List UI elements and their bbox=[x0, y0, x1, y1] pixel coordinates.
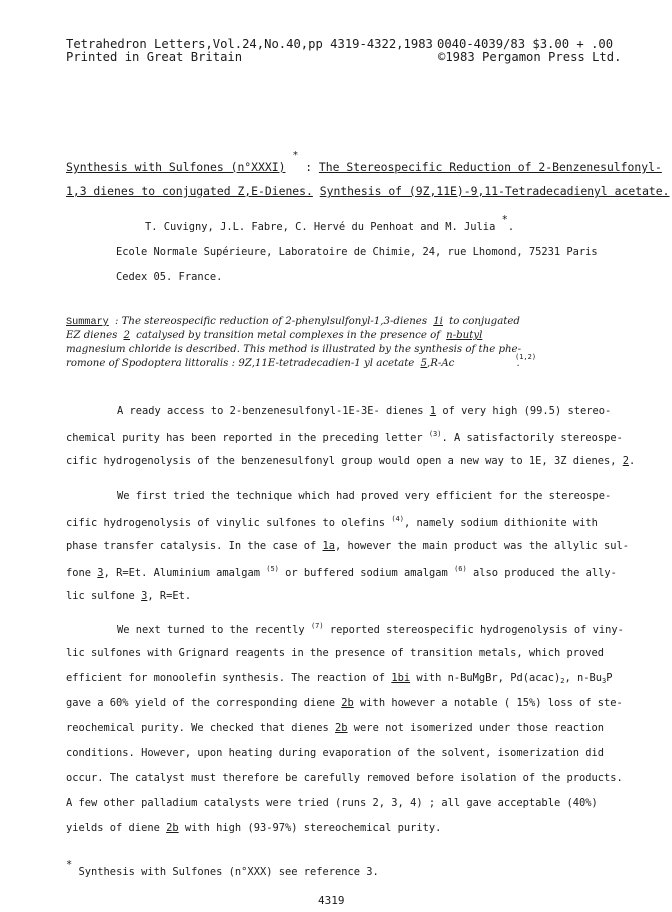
summary-text-4c: ,R-Ac bbox=[426, 358, 455, 369]
summary-text-3a: magnesium chloride is described. This method is illustrated by the synthesis of the phe- bbox=[66, 344, 522, 355]
p3-text-3c: with n-BuMgBr, Pd(acac) bbox=[416, 672, 561, 684]
p2-text-5a: lic sulfone bbox=[66, 590, 135, 602]
affiliation-line-2: Cedex 05. France. bbox=[116, 271, 223, 283]
p2-line-4 bbox=[66, 565, 617, 579]
affiliation-line-1: Ecole Normale Supérieure, Laboratoire de Chimie, 24, rue Lhomond, 75231 Paris bbox=[116, 246, 598, 258]
title-separator: : bbox=[305, 160, 313, 174]
p3-text-3a: efficient for monoolefin synthesis. The reaction of bbox=[66, 672, 386, 684]
p2-compound-3b: 3 bbox=[141, 590, 148, 602]
footnote-star: * bbox=[66, 859, 73, 871]
summary-text-1a: : The stereospecific reduction of 2-phenylsulfonyl-1,3-dienes bbox=[114, 316, 428, 327]
summary-label: Summary bbox=[66, 317, 109, 328]
p2-ref-4: (4) bbox=[391, 515, 404, 523]
p3-text-4c: with however a notable ( 15%) loss of ste- bbox=[360, 697, 623, 709]
title-series: Synthesis with Sulfones (n°XXXI) bbox=[66, 160, 286, 174]
p3-text-3d: , n-Bu bbox=[564, 672, 603, 684]
page-number: 4319 bbox=[318, 894, 345, 907]
footnote-text: Synthesis with Sulfones (n°XXX) see reference 3. bbox=[78, 866, 379, 878]
p2-text-3c: , however the main product was the allylic sul- bbox=[335, 540, 630, 552]
summary-text-1c: to conjugated bbox=[449, 316, 520, 327]
p3-text-4a: gave a 60% yield of the corresponding diene bbox=[66, 697, 335, 709]
summary-compound-2: 2 bbox=[123, 330, 131, 341]
p2-text-4c: , R=Et. Aluminium amalgam bbox=[103, 567, 260, 579]
p1-text-3a: cific hydrogenolysis of the benzenesulfonyl group would open a new way to 1E, 3Z dienes, bbox=[66, 455, 617, 467]
p3-text-9c: with high (93-97%) stereochemical purity. bbox=[184, 822, 442, 834]
article-price-code: 0040-4039/83 $3.00 + .00 bbox=[437, 37, 614, 51]
p3-line-9 bbox=[66, 822, 441, 834]
p3-line-2: lic sulfones with Grignard reagents in the presence of transition metals, which proved bbox=[66, 647, 604, 659]
p3-text-5a: reochemical purity. We checked that dienes bbox=[66, 722, 329, 734]
p1-text-1c: of very high (99.5) stereo- bbox=[442, 405, 612, 417]
p1-text-2b: . A satisfactorily stereospe- bbox=[441, 432, 623, 444]
p3-line-1 bbox=[117, 622, 624, 636]
p3-line-8: A few other palladium catalysts were tried (runs 2, 3, 4) ; all gave acceptable (40%) bbox=[66, 797, 598, 809]
article-title-line-1 bbox=[66, 150, 662, 174]
p3-sub-3: 3 bbox=[602, 677, 607, 685]
p3-ref-7: (7) bbox=[310, 622, 324, 630]
author-names: T. Cuvigny, J.L. Fabre, C. Hervé du Penhoat and M. Julia bbox=[145, 221, 496, 233]
summary-text-2c: catalysed by transition metal complexes in the presence of bbox=[136, 330, 441, 341]
p2-text-4a: fone bbox=[66, 567, 92, 579]
p2-text-5c: , R=Et. bbox=[147, 590, 192, 602]
journal-citation: Tetrahedron Letters,Vol.24,No.40,pp 4319-4322,1983 bbox=[66, 37, 433, 51]
p2-ref-5: (5) bbox=[266, 565, 279, 573]
p3-line-3 bbox=[66, 672, 613, 685]
p1-line-2 bbox=[66, 430, 623, 444]
p3-text-1b: reported stereospecific hydrogenolysis of viny- bbox=[329, 624, 624, 636]
p3-compound-1bi: 1bi bbox=[391, 672, 411, 684]
p1-text-1a: A ready access to 2-benzenesulfonyl-1E-3E- dienes bbox=[117, 405, 424, 417]
p1-compound-1: 1 bbox=[429, 405, 437, 417]
p1-compound-2: 2 bbox=[622, 455, 630, 467]
p2-compound-1a: 1a bbox=[322, 540, 336, 552]
p1-line-1 bbox=[117, 405, 611, 417]
p3-compound-2b-2: 2b bbox=[335, 722, 348, 734]
p3-text-5c: were not isomerized under those reaction bbox=[353, 722, 605, 734]
p1-text-2a: chemical purity has been reported in the preceding letter bbox=[66, 432, 423, 444]
p2-text-4e: also produced the ally- bbox=[473, 567, 617, 579]
summary-line-4 bbox=[66, 358, 520, 369]
summary-text-4a: romone of Spodoptera littoralis : 9Z,11E-tetradecadien-1 yl acetate bbox=[66, 358, 415, 369]
summary-compound-1i: 1i bbox=[433, 316, 443, 327]
author-star: * bbox=[501, 214, 508, 226]
p3-sub-2: 2 bbox=[560, 677, 565, 685]
p3-line-4 bbox=[66, 697, 623, 709]
title-main-part-a: The Stereospecific Reduction of 2-Benzenesulfonyl- bbox=[318, 160, 662, 174]
summary-line-3 bbox=[66, 344, 521, 355]
p2-compound-3: 3 bbox=[97, 567, 104, 579]
p1-ref-3: (3) bbox=[428, 430, 442, 438]
printed-in: Printed in Great Britain bbox=[66, 50, 243, 64]
article-title-line-2 bbox=[66, 184, 670, 198]
title-synthesis: Synthesis of (9Z,11E)-9,11-Tetradecadienyl acetate. bbox=[319, 184, 670, 198]
p3-text-1a: We next turned to the recently bbox=[117, 624, 305, 636]
p2-line-2 bbox=[66, 515, 598, 529]
authors: T. Cuvigny, J.L. Fabre, C. Hervé du Penhoat and M. Julia *. bbox=[145, 214, 515, 233]
title-main-part-b: 1,3 dienes to conjugated Z,E-Dienes. bbox=[66, 184, 313, 198]
summary-text-2d: n-butyl bbox=[446, 330, 483, 341]
p3-text-3e: P bbox=[606, 672, 613, 684]
p2-text-4d: or buffered sodium amalgam bbox=[285, 567, 448, 579]
p2-line-1: We first tried the technique which had proved very efficient for the stereospe- bbox=[117, 490, 612, 502]
p2-ref-6: (6) bbox=[454, 565, 467, 573]
p1-line-3 bbox=[66, 455, 635, 467]
p3-line-5 bbox=[66, 722, 604, 734]
p2-line-5 bbox=[66, 590, 191, 602]
summary-text-2a: EZ dienes bbox=[66, 330, 118, 341]
summary-text-4d: . bbox=[516, 358, 520, 369]
p2-text-3a: phase transfer catalysis. In the case of bbox=[66, 540, 317, 552]
summary-line-1 bbox=[66, 316, 520, 328]
p2-line-3 bbox=[66, 540, 629, 552]
copyright: ©1983 Pergamon Press Ltd. bbox=[438, 50, 622, 64]
title-footnote-star: * bbox=[292, 150, 299, 161]
summary-compound-5: 5 bbox=[420, 358, 427, 369]
p3-line-7: occur. The catalyst must therefore be carefully removed before isolation of the products. bbox=[66, 772, 623, 784]
p2-text-2a: cific hydrogenolysis of vinylic sulfones to olefins bbox=[66, 517, 386, 529]
p1-text-3c: . bbox=[629, 455, 636, 467]
p3-compound-2b: 2b bbox=[341, 697, 354, 709]
p3-text-9a: yields of diene bbox=[66, 822, 160, 834]
summary-ref-1-2: (1,2) bbox=[515, 353, 537, 361]
p2-text-2b: , namely sodium dithionite with bbox=[403, 517, 598, 529]
p3-compound-2b-3: 2b bbox=[166, 822, 179, 834]
footnote bbox=[66, 859, 379, 878]
p3-line-6: conditions. However, upon heating during evaporation of the solvent, isomerization did bbox=[66, 747, 604, 759]
summary-line-2 bbox=[66, 330, 482, 341]
